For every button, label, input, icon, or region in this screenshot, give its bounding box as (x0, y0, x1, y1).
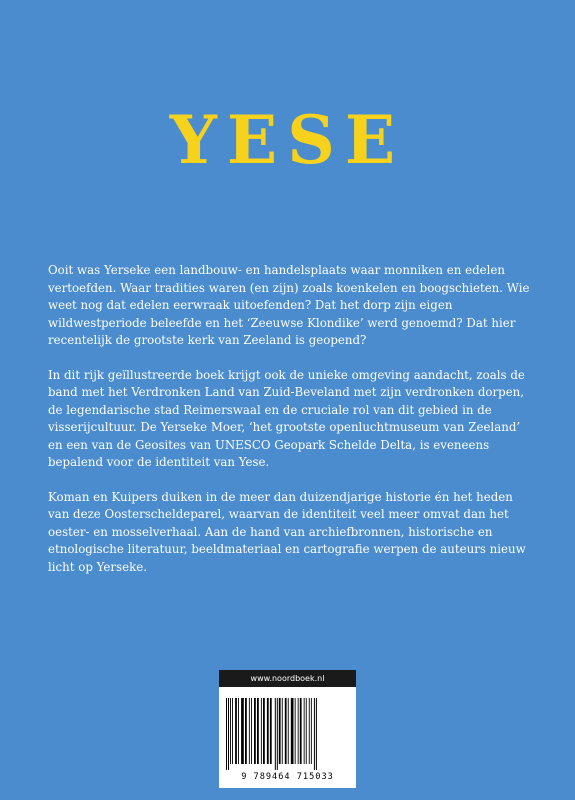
blurb-paragraph-3: Koman en Kuipers duiken in de meer dan duizendjarige historie én het heden van deze Oosterscheldeparel, waarvan de identiteit veel meer omvat dan het oester- en mosselverhaal. Aan de hand van archiefbronnen, historische en etnologische literatuur, beeldmateriaal en cartografie werpen de auteurs nieuw licht op Yerseke. (48, 489, 526, 574)
barcode-bar (241, 698, 244, 764)
barcode-bar (270, 698, 272, 764)
barcode-bar (228, 698, 229, 770)
blurb-paragraph-1: Ooit was Yerseke een landbouw- en handelsplaats waar monniken en edelen vertoefden. Waar tradities waren (en zijn) zoals koenkelen en boogschieten. Wie weet nog dat edelen eerwraak uitoefenden? Dat het dorp zijn eigen wildwestperiode beleefde en het ‘Zeeuwse Klondike’ werd genoemd? Dat hier recentelijk de grootste kerk van Zeeland is geopend? (48, 263, 530, 347)
barcode-bar (254, 698, 256, 764)
barcode-bar (298, 698, 299, 764)
barcode-bar (282, 698, 283, 764)
barcode-bar (311, 698, 312, 764)
barcode-bar (316, 698, 317, 770)
blurb-paragraph-2: In dit rijk geïllustreerde boek krijgt ook de unieke omgeving aandacht, zoals de band met het Verdronken Land van Zuid-Beveland met zijn verdronken dorpen, de legendarische stad Reimerswaal en de cruciale rol van dit gebied in de visserijcultuur. De Yerseke Moer, ‘het grootste openluchtmuseum van Zeeland’ en een van de Geosites van UNESCO Geopark Schelde Delta, is eveneens bepalend voor de identiteit van Yese. (48, 367, 525, 469)
barcode-bar (230, 698, 231, 764)
barcode-bar (249, 698, 250, 764)
book-title: YESE (169, 101, 406, 179)
barcode-bar (232, 698, 233, 764)
barcode-bar (300, 698, 302, 764)
barcode-bar (257, 698, 259, 764)
barcode-bar (279, 698, 281, 764)
barcode-bar (285, 698, 287, 764)
isbn-number: 9 789464 715033 (241, 772, 334, 782)
publisher-url: www.noordboek.nl (219, 670, 356, 687)
barcode-bar (263, 698, 265, 764)
barcode-bar (245, 698, 247, 764)
blurb (48, 262, 530, 593)
barcode-bar (306, 698, 307, 764)
barcode-bar (235, 698, 237, 764)
barcode-bar (275, 698, 276, 770)
barcode (225, 698, 350, 770)
barcode-bar (251, 698, 252, 764)
barcode-bar (226, 698, 227, 770)
barcode-bar (277, 698, 278, 770)
barcode-bar (238, 698, 239, 764)
barcode-panel (219, 670, 356, 788)
barcode-bar (304, 698, 305, 764)
barcode-bar (295, 698, 296, 764)
barcode-bar (291, 698, 294, 764)
barcode-bar (261, 698, 262, 764)
barcode-bar (314, 698, 315, 770)
barcode-bar (288, 698, 289, 764)
barcode-bar (309, 698, 310, 764)
barcode-bar (267, 698, 269, 764)
